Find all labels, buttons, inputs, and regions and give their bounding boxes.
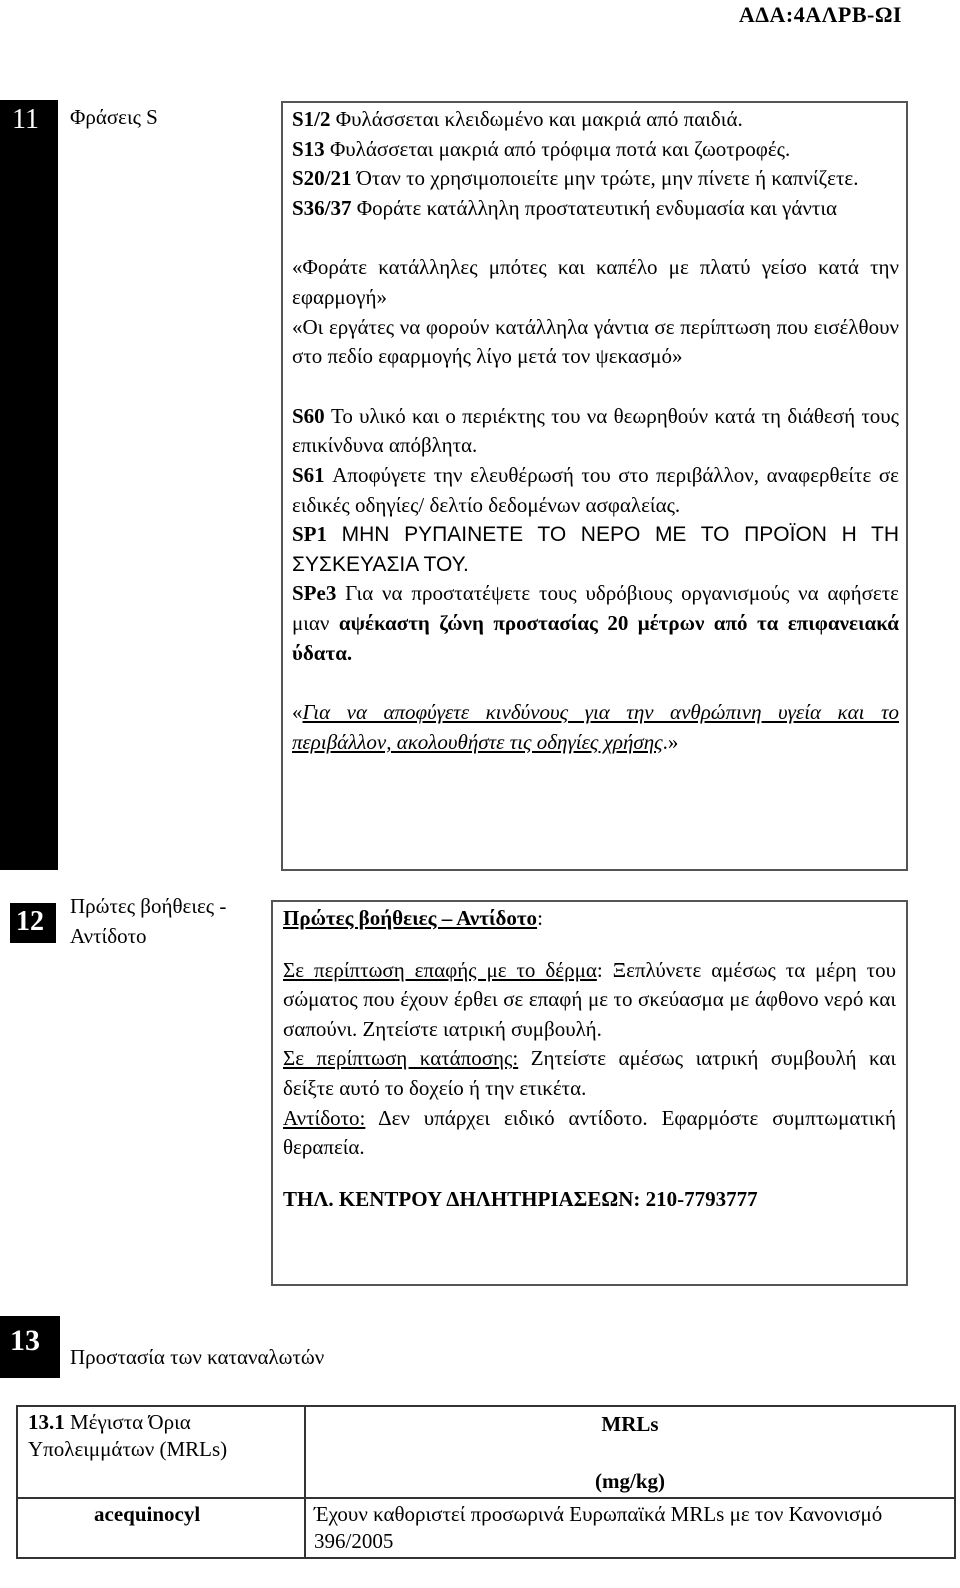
phrase-s36-37: S36/37 Φοράτε κατάλληλη προστατευτική ενδυμασία και γάντια — [292, 195, 837, 220]
phrase-spe3: SPe3 Για να προστατέψετε τους υδρόβιους οργανισμούς να αφήσετε μιαν αψέκαστη ζώνη προστασίας 20 μέτρων από τα επιφανειακά ύδατα. — [292, 581, 899, 665]
section-12-number: 12 — [16, 906, 44, 937]
first-aid-heading: Πρώτες βοήθειες – Αντίδοτο: — [283, 906, 543, 930]
section-13-label: Προστασία των καταναλωτών — [70, 1345, 325, 1369]
section-11-number: 11 — [12, 104, 39, 135]
document-code: ΑΔΑ:4ΑΛΡΒ-ΩΙ — [738, 2, 902, 27]
table-header-row — [17, 1406, 955, 1498]
phrase-s1-2: S1/2 Φυλάσσεται κλειδωμένο και μακριά από παιδιά. — [292, 107, 743, 131]
section-12-content — [271, 900, 908, 1286]
closing-note: «Για να αποφύγετε κινδύνους για την ανθρώπινη υγεία και το περιβάλλον, ακολουθήστε τις οδηγίες χρήσης.» — [292, 700, 899, 754]
antidote-paragraph: Αντίδοτο: Δεν υπάρχει ειδικό αντίδοτο. Εφαρμόστε συμπτωματική θεραπεία. — [283, 1105, 896, 1160]
mrl-table — [16, 1405, 956, 1559]
section-11-content — [281, 101, 908, 871]
table-row — [17, 1498, 955, 1558]
phrase-s13: S13 Φυλάσσεται μακριά από τρόφιμα ποτά και ζωοτροφές. — [292, 136, 791, 161]
mrl-header-cell: 13.1 Μέγιστα Όρια Υπολειμμάτων (MRLs) — [17, 1406, 305, 1498]
skin-contact-paragraph: Σε περίπτωση επαφής με το δέρμα: Ξεπλύνετε αμέσως τα μέρη του σώματος που έχουν έρθει σε επαφή με το σκεύασμα με άφθονο νερό και σαπούνι. Ζητείστε ιατρική συμβουλή. — [283, 957, 896, 1041]
phrase-sp1: SP1 ΜΗΝ ΡΥΠΑΙΝΕΤΕ ΤΟ ΝΕΡΟ ΜΕ ΤΟ ΠΡΟΪΟΝ Η ΤΗ ΣΥΣΚΕΥΑΣΙΑ ΤΟΥ. — [292, 522, 899, 576]
phrase-s61: S61 Αποφύγετε την ελευθέρωσή του στο περιβάλλον, αναφερθείτε σε ειδικές οδηγίες/ δελτίο δεδομένων ασφαλείας. — [292, 462, 899, 517]
phrase-s60: S60 Το υλικό και ο περιέκτης του να θεωρηθούν κατά τη διάθεσή τους επικίνδυνα απόβλητα. — [292, 403, 899, 458]
section-12-number-bar — [10, 903, 56, 943]
ingestion-paragraph: Σε περίπτωση κατάποσης: Ζητείστε αμέσως ιατρική συμβουλή και δείξτε αυτό το δοχείο ή την ετικέτα. — [283, 1046, 896, 1100]
section-13-number: 13 — [10, 1324, 40, 1357]
poison-center-phone: ΤΗΛ. ΚΕΝΤΡΟΥ ΔΗΛΗΤΗΡΙΑΣΕΩΝ: 210-7793777 — [283, 1186, 758, 1211]
section-13-number-bar — [0, 1316, 60, 1378]
substance-cell: acequinocyl — [17, 1498, 305, 1558]
mrl-value-cell: Έχουν καθοριστεί προσωρινά Ευρωπαϊκά MRLs με τον Κανονισμό 396/2005 — [305, 1498, 955, 1558]
section-11-number-bar — [0, 100, 58, 870]
mrl-unit-header-cell: MRLs (mg/kg) — [305, 1406, 955, 1498]
phrase-s20-21: S20/21 Όταν το χρησιμοποιείτε μην τρώτε, μην πίνετε ή καπνίζετε. — [292, 166, 859, 191]
section-12-label: Πρώτες βοήθειες - Αντίδοτο — [70, 894, 227, 948]
quote-boots: «Φοράτε κατάλληλες μπότες και καπέλο με πλατύ γείσο κατά την εφαρμογή» — [292, 255, 899, 309]
section-11-label: Φράσεις S — [70, 105, 158, 129]
quote-workers: «Οι εργάτες να φορούν κατάλληλα γάντια σε περίπτωση που εισέλθουν στο πεδίο εφαρμογής λίγο μετά τον ψεκασμό» — [292, 314, 899, 369]
